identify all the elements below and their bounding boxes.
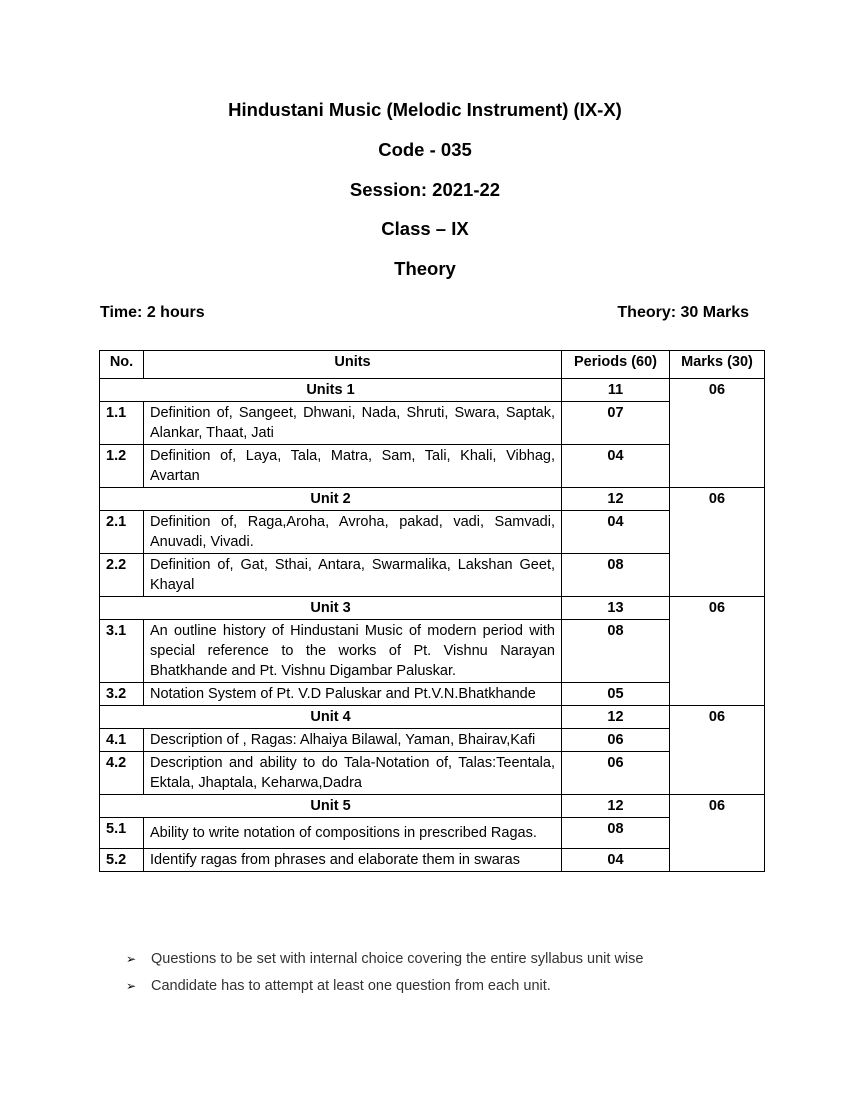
arrowhead-bullet-icon: ➢ xyxy=(126,952,137,966)
unit-marks: 06 xyxy=(670,597,765,706)
unit-title: Units 1 xyxy=(100,379,562,402)
table-header-row xyxy=(100,351,765,379)
topic-description: Ability to write notation of compositions in prescribed Ragas. xyxy=(144,818,562,849)
topic-description: Definition of, Sangeet, Dhwani, Nada, Shruti, Swara, Saptak, Alankar, Thaat, Jati xyxy=(144,402,562,445)
topic-periods: 04 xyxy=(562,849,670,872)
unit-periods: 13 xyxy=(562,597,670,620)
note-item xyxy=(126,950,643,968)
unit-marks: 06 xyxy=(670,379,765,488)
arrowhead-bullet-icon: ➢ xyxy=(126,979,137,993)
topic-number: 1.2 xyxy=(100,445,144,488)
unit-marks: 06 xyxy=(670,488,765,597)
topic-number: 1.1 xyxy=(100,402,144,445)
topic-number: 2.1 xyxy=(100,511,144,554)
table-row xyxy=(100,729,765,752)
topic-description: An outline history of Hindustani Music of modern period with special reference to the works of Pt. Vishnu Narayan Bhatkhande and Pt. Vishnu Digambar Paluskar. xyxy=(144,620,562,683)
unit-row xyxy=(100,379,765,402)
unit-periods: 12 xyxy=(562,488,670,511)
unit-periods: 11 xyxy=(562,379,670,402)
topic-description: Identify ragas from phrases and elaborate them in swaras xyxy=(144,849,562,872)
note-item xyxy=(126,977,551,995)
syllabus-table xyxy=(99,350,765,872)
table-row xyxy=(100,620,765,683)
unit-periods: 12 xyxy=(562,706,670,729)
topic-number: 4.2 xyxy=(100,752,144,795)
time-label: Time: 2 hours xyxy=(100,304,205,321)
document-title: Hindustani Music (Melodic Instrument) (IX-X) xyxy=(228,99,622,120)
unit-row xyxy=(100,597,765,620)
session-label: Session: 2021-22 xyxy=(349,179,501,200)
unit-title: Unit 5 xyxy=(100,795,562,818)
unit-title: Unit 2 xyxy=(100,488,562,511)
topic-number: 3.2 xyxy=(100,683,144,706)
topic-periods: 08 xyxy=(562,554,670,597)
unit-row xyxy=(100,795,765,818)
topic-description: Definition of, Laya, Tala, Matra, Sam, Tali, Khali, Vibhag, Avartan xyxy=(144,445,562,488)
table-row xyxy=(100,402,765,445)
header-periods: Periods (60) xyxy=(562,351,670,379)
table-row xyxy=(100,511,765,554)
unit-title: Unit 3 xyxy=(100,597,562,620)
table-row xyxy=(100,849,765,872)
topic-periods: 04 xyxy=(562,445,670,488)
table-row xyxy=(100,554,765,597)
topic-periods: 08 xyxy=(562,620,670,683)
topic-periods: 07 xyxy=(562,402,670,445)
marks-label: Theory: 30 Marks xyxy=(617,304,749,321)
header-marks: Marks (30) xyxy=(670,351,765,379)
topic-description: Notation System of Pt. V.D Paluskar and Pt.V.N.Bhatkhande xyxy=(144,683,562,706)
unit-row xyxy=(100,488,765,511)
topic-description: Definition of, Raga,Aroha, Avroha, pakad, vadi, Samvadi, Anuvadi, Vivadi. xyxy=(144,511,562,554)
topic-periods: 08 xyxy=(562,818,670,849)
topic-number: 3.1 xyxy=(100,620,144,683)
topic-description: Description and ability to do Tala-Notation of, Talas:Teentala, Ektala, Jhaptala, Keharwa,Dadra xyxy=(144,752,562,795)
topic-periods: 06 xyxy=(562,729,670,752)
topic-description: Definition of, Gat, Sthai, Antara, Swarmalika, Lakshan Geet, Khayal xyxy=(144,554,562,597)
unit-marks: 06 xyxy=(670,795,765,872)
unit-title: Unit 4 xyxy=(100,706,562,729)
header-no: No. xyxy=(100,351,144,379)
topic-number: 5.1 xyxy=(100,818,144,849)
topic-description: Description of , Ragas: Alhaiya Bilawal, Yaman, Bhairav,Kafi xyxy=(144,729,562,752)
class-label: Class – IX xyxy=(381,218,469,239)
note-text: Questions to be set with internal choice covering the entire syllabus unit wise xyxy=(151,951,644,967)
table-row xyxy=(100,752,765,795)
header-units: Units xyxy=(144,351,562,379)
unit-row xyxy=(100,706,765,729)
unit-periods: 12 xyxy=(562,795,670,818)
topic-periods: 04 xyxy=(562,511,670,554)
table-row xyxy=(100,445,765,488)
unit-marks: 06 xyxy=(670,706,765,795)
table-row xyxy=(100,683,765,706)
topic-periods: 05 xyxy=(562,683,670,706)
subject-code: Code - 035 xyxy=(378,139,472,160)
section-label: Theory xyxy=(394,258,456,279)
topic-number: 5.2 xyxy=(100,849,144,872)
topic-periods: 06 xyxy=(562,752,670,795)
table-row xyxy=(100,818,765,849)
note-text: Candidate has to attempt at least one question from each unit. xyxy=(151,978,551,994)
topic-number: 4.1 xyxy=(100,729,144,752)
topic-number: 2.2 xyxy=(100,554,144,597)
